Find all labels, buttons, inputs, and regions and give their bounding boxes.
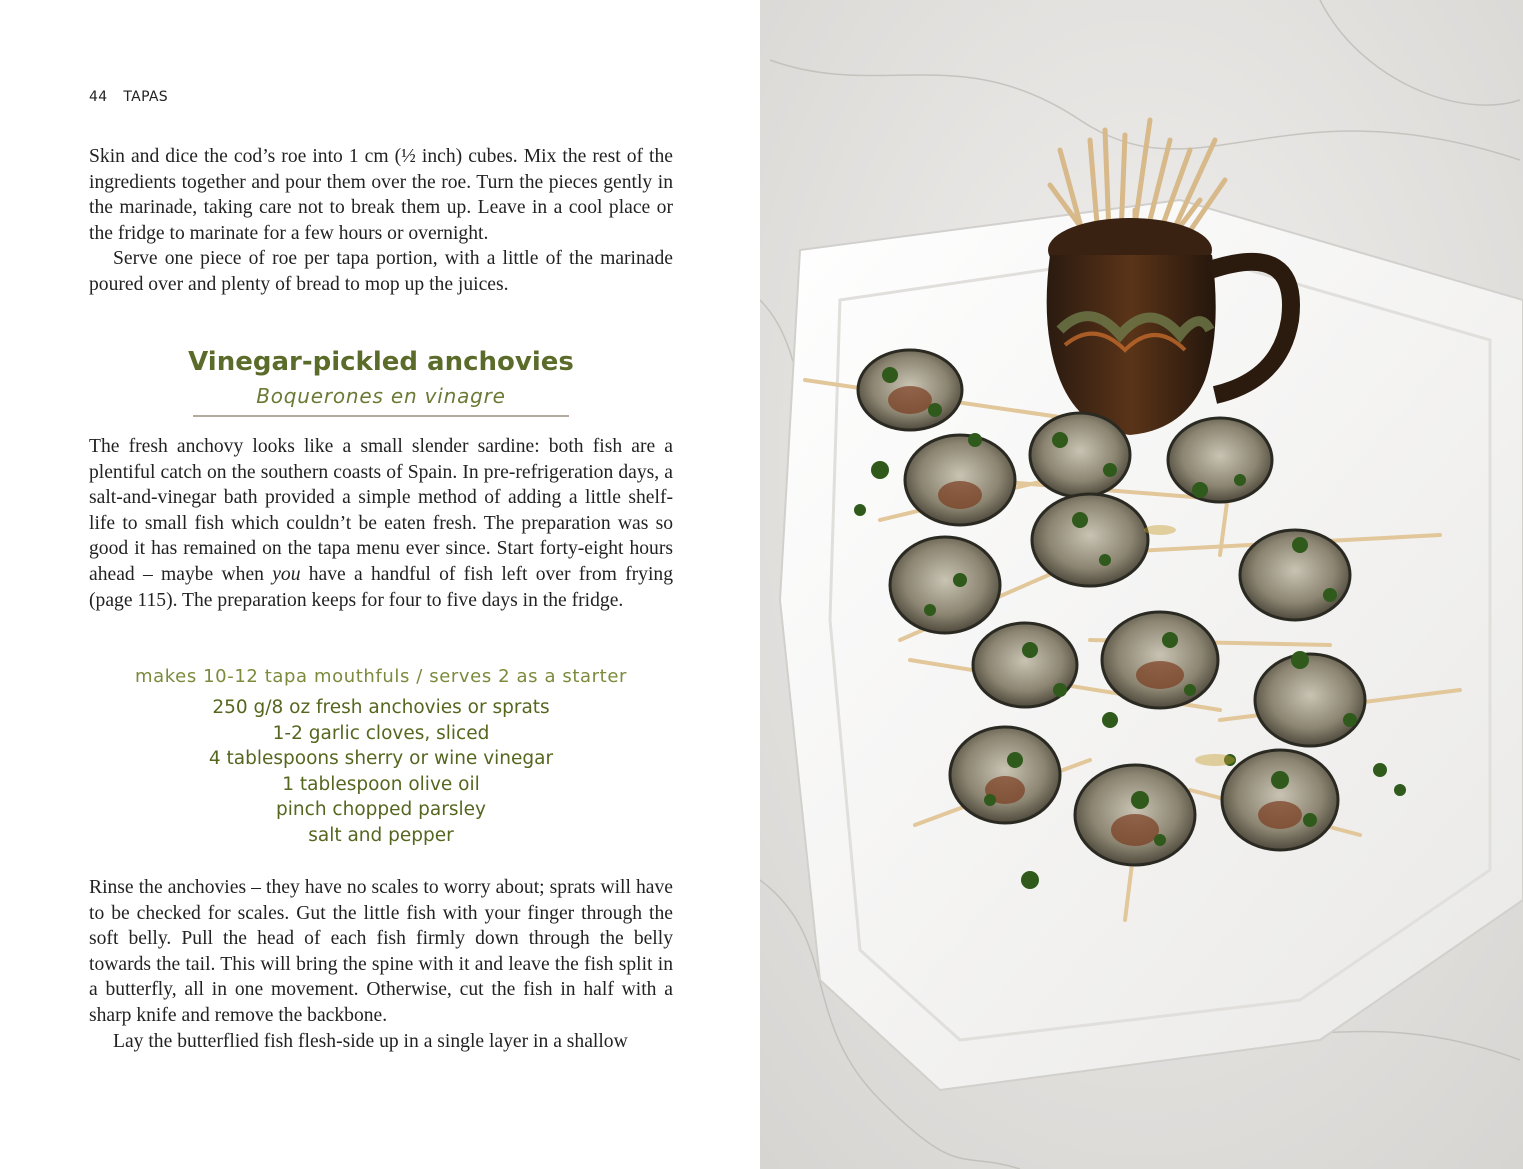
parsley-leaf bbox=[928, 403, 942, 417]
parsley-leaf bbox=[924, 604, 936, 616]
parsley-leaf bbox=[1394, 784, 1406, 796]
parsley-leaf bbox=[871, 461, 889, 479]
parsley-leaf bbox=[1131, 791, 1149, 809]
ingredient-item: pinch chopped parsley bbox=[276, 799, 486, 821]
page-number: 44 bbox=[89, 89, 108, 105]
parsley-leaf bbox=[1234, 474, 1246, 486]
recipe-description bbox=[89, 434, 673, 613]
intro-text bbox=[89, 144, 673, 298]
text-page bbox=[0, 0, 760, 1169]
anchovy-roll bbox=[1255, 654, 1365, 746]
anchovy-roll bbox=[1030, 413, 1130, 497]
ingredient-item: 1 tablespoon olive oil bbox=[282, 773, 480, 795]
parsley-leaf bbox=[882, 367, 898, 383]
section-name: TAPAS bbox=[123, 89, 168, 105]
parsley-leaf bbox=[1007, 752, 1023, 768]
parsley-leaf bbox=[953, 573, 967, 587]
parsley-leaf bbox=[1323, 588, 1337, 602]
method-paragraph: Lay the butterflied fish flesh-side up in a single layer in a shallow bbox=[113, 1030, 628, 1052]
parsley-leaf bbox=[1099, 554, 1111, 566]
method-paragraph: Rinse the anchovies – they have no scales to worry about; sprats will have to be checked for scales. Gut the little fish with your finger through the soft belly. Pull the head of each fish firmly down through the belly towards the tail. This will bring the spine with it and leave the fish split in a butterfly, all in one movement. Otherwise, cut the fish in half with a sharp knife and remove the backbone. bbox=[89, 877, 673, 1026]
parsley-leaf bbox=[1373, 763, 1387, 777]
recipe-method bbox=[89, 875, 673, 1054]
anchovy-roll bbox=[1032, 494, 1148, 586]
parsley-leaf bbox=[1303, 813, 1317, 827]
olive-oil-drop bbox=[1144, 525, 1176, 535]
olive-oil-drop bbox=[1195, 754, 1235, 766]
ingredient-item: 250 g/8 oz fresh anchovies or sprats bbox=[212, 697, 550, 718]
anchovy-photo-illustration bbox=[760, 0, 1523, 1169]
parsley-leaf bbox=[854, 504, 866, 516]
intro-paragraph: Skin and dice the cod’s roe into 1 cm (½ inch) cubes. Mix the rest of the ingredients together and pour them over the roe. Turn the pieces gently in the marinade, taking care not to break them up. Leave in a cool place or the fridge to marinate for a few hours or overnight. bbox=[89, 146, 673, 244]
parsley-leaf bbox=[984, 794, 996, 806]
recipe-yield: makes 10-12 tapa mouthfuls / serves 2 as a starter bbox=[135, 666, 627, 687]
ingredient-item: 1-2 garlic cloves, sliced bbox=[272, 722, 490, 744]
fish-flesh bbox=[1258, 801, 1302, 829]
fish-flesh bbox=[1111, 814, 1159, 846]
parsley-leaf bbox=[1103, 463, 1117, 477]
parsley-leaf bbox=[1154, 834, 1166, 846]
parsley-leaf bbox=[968, 433, 982, 447]
recipe-title: Vinegar-pickled anchovies bbox=[188, 347, 574, 377]
anchovy-photo bbox=[760, 0, 1523, 1169]
ingredient-item: salt and pepper bbox=[308, 824, 454, 846]
anchovy-roll bbox=[890, 537, 1000, 633]
recipe-subtitle: Boquerones en vinagre bbox=[256, 384, 506, 408]
parsley-leaf bbox=[1271, 771, 1289, 789]
fish-flesh bbox=[888, 386, 932, 414]
ingredient-list bbox=[89, 695, 673, 849]
fish-flesh bbox=[1136, 661, 1184, 689]
description-paragraph bbox=[89, 434, 673, 613]
anchovy-roll bbox=[1222, 750, 1338, 850]
parsley-leaf bbox=[1343, 713, 1357, 727]
parsley-leaf bbox=[1053, 683, 1067, 697]
intro-paragraph: Serve one piece of roe per tapa portion, with a little of the marinade poured over and plenty of bread to mop up the juices. bbox=[89, 248, 673, 295]
parsley-leaf bbox=[1291, 651, 1309, 669]
parsley-leaf bbox=[1102, 712, 1118, 728]
description-emphasis: you bbox=[272, 563, 301, 585]
description-text: have a handful of fish left over from frying (page 115). The preparation keeps for four to five days in the fridge. bbox=[89, 563, 673, 611]
ingredient-item: 4 tablespoons sherry or wine vinegar bbox=[208, 748, 554, 770]
parsley-leaf bbox=[1052, 432, 1068, 448]
parsley-leaf bbox=[1022, 642, 1038, 658]
title-rule bbox=[193, 415, 569, 417]
anchovy-roll bbox=[1102, 612, 1218, 708]
parsley-leaf bbox=[1162, 632, 1178, 648]
anchovy-roll bbox=[1168, 418, 1272, 502]
parsley-leaf bbox=[1072, 512, 1088, 528]
running-head bbox=[89, 89, 168, 105]
fish-flesh bbox=[938, 481, 982, 509]
anchovy-roll bbox=[950, 727, 1060, 823]
parsley-leaf bbox=[1021, 871, 1039, 889]
parsley-leaf bbox=[1184, 684, 1196, 696]
parsley-leaf bbox=[1192, 482, 1208, 498]
parsley-leaf bbox=[1292, 537, 1308, 553]
anchovy-roll bbox=[905, 435, 1015, 525]
description-text: The fresh anchovy looks like a small slender sardine: both fish are a plentiful catch on the southern coasts of Spain. In pre-refrigeration days, a salt-and-vinegar bath provided a simple method of adding a little shelf-life to small fish which couldn’t be eaten fresh. The preparation was so good it has remained on the tapa menu ever since. Start forty-eight hours ahead – maybe when bbox=[89, 436, 673, 585]
